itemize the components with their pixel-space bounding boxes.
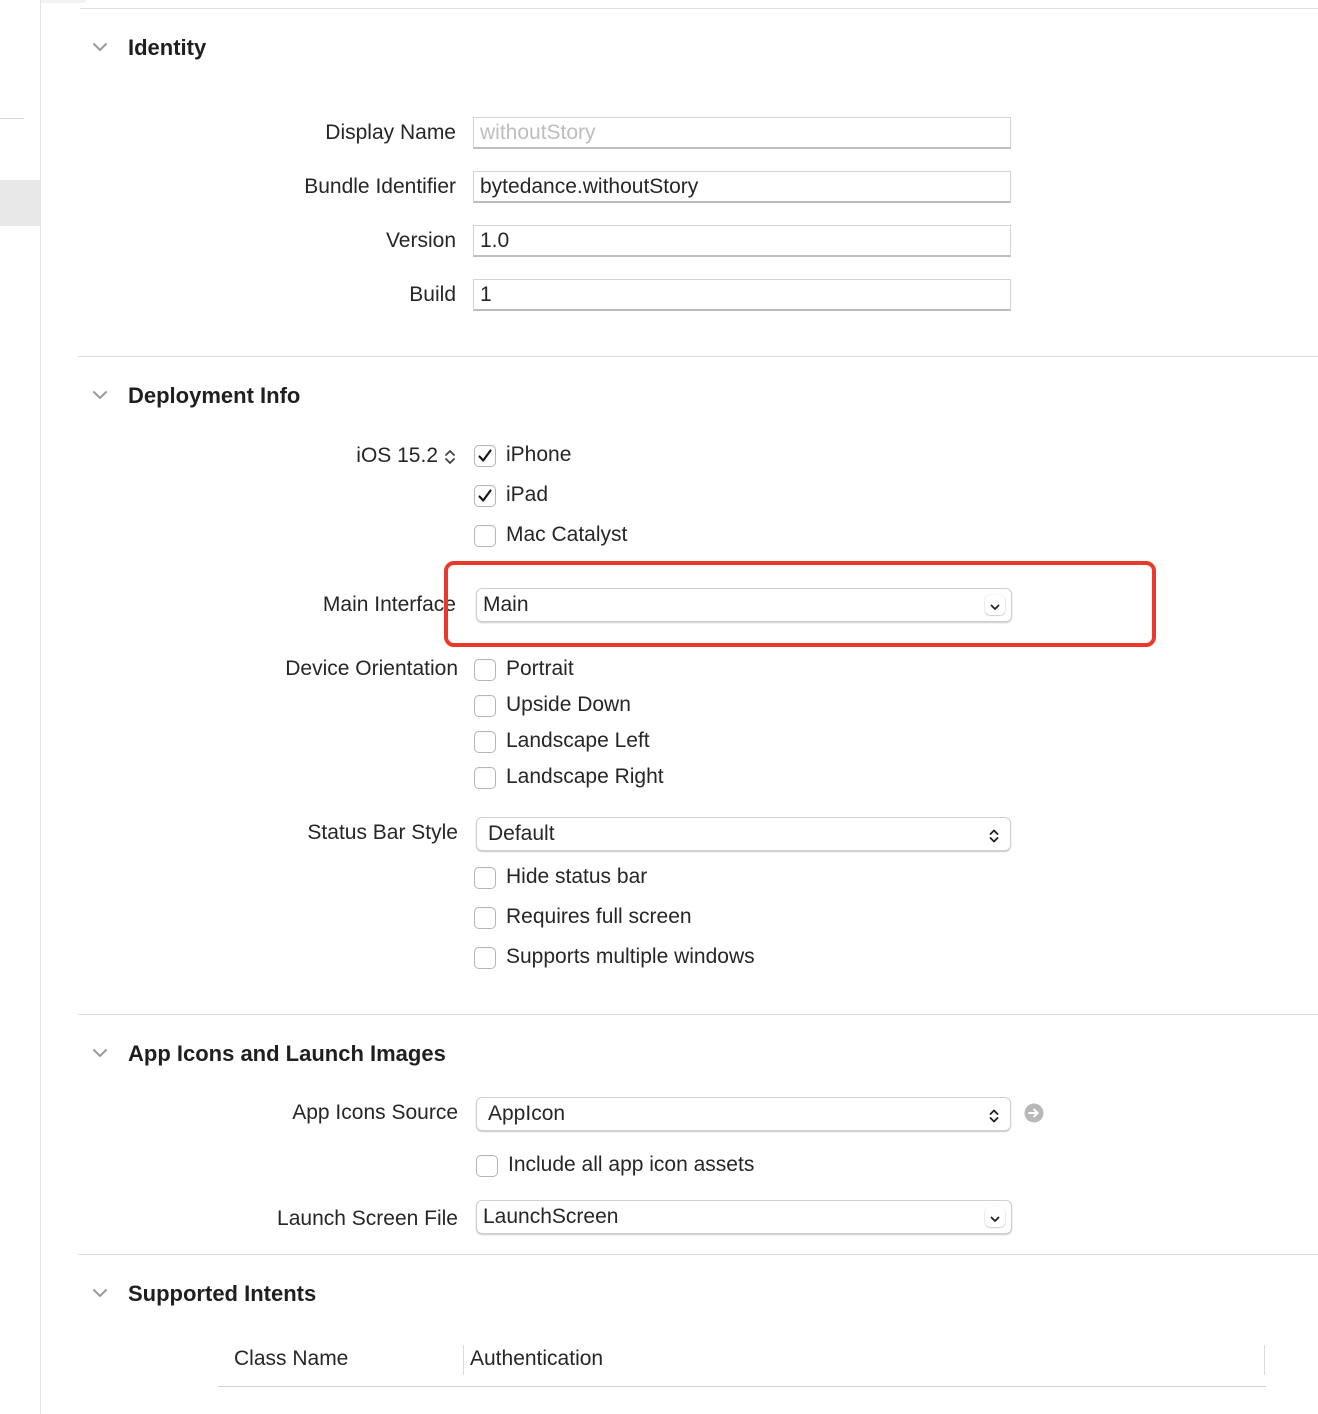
bundle-identifier-label: Bundle Identifier <box>304 175 456 198</box>
landscape-left-label[interactable]: Landscape Left <box>506 729 650 752</box>
app-icons-source-popup[interactable] <box>476 1097 1011 1131</box>
iphone-checkbox[interactable] <box>474 445 496 467</box>
device-orientation-label: Device Orientation <box>285 657 458 680</box>
hide-status-bar-checkbox[interactable] <box>474 867 496 889</box>
checkmark-icon <box>477 448 493 464</box>
status-bar-style-value: Default <box>488 822 555 845</box>
include-all-icons-checkbox[interactable] <box>476 1155 498 1177</box>
app-icons-source-value: AppIcon <box>488 1102 566 1125</box>
upside-down-checkbox[interactable] <box>474 695 496 717</box>
deployment-section-title: Deployment Info <box>128 383 301 408</box>
landscape-left-checkbox[interactable] <box>474 731 496 753</box>
main-interface-value: Main <box>483 593 529 616</box>
section-divider <box>78 1014 1318 1015</box>
bundle-identifier-field[interactable]: bytedance.withoutStory <box>473 171 1011 203</box>
hide-status-bar-label[interactable]: Hide status bar <box>506 865 648 888</box>
up-down-arrows-icon <box>444 448 456 471</box>
column-header-class-name[interactable]: Class Name <box>234 1347 349 1370</box>
top-divider <box>80 8 1318 9</box>
mac-catalyst-label[interactable]: Mac Catalyst <box>506 523 628 546</box>
app-icons-source-label: App Icons Source <box>292 1101 458 1124</box>
include-all-icons-label[interactable]: Include all app icon assets <box>508 1153 755 1176</box>
app-icons-section-title: App Icons and Launch Images <box>128 1041 446 1066</box>
launch-screen-file-label: Launch Screen File <box>277 1207 458 1230</box>
checkmark-icon <box>477 488 493 504</box>
display-name-field[interactable]: withoutStory <box>473 117 1011 149</box>
section-divider <box>78 1254 1318 1255</box>
identity-section-title: Identity <box>128 35 207 60</box>
version-field[interactable]: 1.0 <box>473 225 1011 257</box>
up-down-arrows-icon <box>984 824 1004 844</box>
intents-table-header <box>218 1342 1266 1388</box>
iphone-label[interactable]: iPhone <box>506 443 572 466</box>
main-interface-label: Main Interface <box>322 593 456 616</box>
up-down-arrows-icon <box>984 1104 1004 1124</box>
ios-version-popup[interactable] <box>300 443 458 471</box>
column-divider <box>463 1345 464 1375</box>
column-divider <box>1264 1345 1265 1375</box>
app-icons-disclosure-chevron-icon[interactable] <box>91 1044 109 1062</box>
identity-disclosure-chevron-icon[interactable] <box>91 38 109 56</box>
portrait-label[interactable]: Portrait <box>506 657 574 680</box>
landscape-right-checkbox[interactable] <box>474 767 496 789</box>
deployment-disclosure-chevron-icon[interactable] <box>91 386 109 404</box>
upside-down-label[interactable]: Upside Down <box>506 693 631 716</box>
table-header-bottom-border <box>218 1386 1266 1387</box>
status-bar-style-label: Status Bar Style <box>307 821 458 844</box>
display-name-label: Display Name <box>325 121 456 144</box>
chevron-down-icon[interactable] <box>985 1207 1005 1227</box>
sidebar-divider <box>0 118 24 119</box>
annotation-highlight-box <box>444 561 1156 647</box>
supports-multiple-windows-label[interactable]: Supports multiple windows <box>506 945 755 968</box>
sidebar-border <box>40 0 41 1414</box>
ios-version-label: iOS 15.2 <box>356 444 438 467</box>
section-divider <box>78 356 1318 357</box>
intents-section-title: Supported Intents <box>128 1281 317 1306</box>
status-bar-style-popup[interactable] <box>476 817 1011 851</box>
supports-multiple-windows-checkbox[interactable] <box>474 947 496 969</box>
requires-full-screen-checkbox[interactable] <box>474 907 496 929</box>
launch-screen-file-value: LaunchScreen <box>483 1205 619 1228</box>
landscape-right-label[interactable]: Landscape Right <box>506 765 664 788</box>
build-label: Build <box>409 283 456 306</box>
build-field[interactable]: 1 <box>473 279 1011 311</box>
launch-screen-file-combobox[interactable] <box>476 1200 1012 1234</box>
go-to-asset-arrow-icon[interactable] <box>1024 1103 1044 1128</box>
column-header-authentication[interactable]: Authentication <box>470 1347 604 1370</box>
intents-disclosure-chevron-icon[interactable] <box>91 1284 109 1302</box>
ipad-checkbox[interactable] <box>474 485 496 507</box>
ipad-label[interactable]: iPad <box>506 483 549 506</box>
portrait-checkbox[interactable] <box>474 659 496 681</box>
mac-catalyst-checkbox[interactable] <box>474 525 496 547</box>
version-label: Version <box>385 229 456 252</box>
sidebar-selected-row[interactable] <box>0 180 40 226</box>
requires-full-screen-label[interactable]: Requires full screen <box>506 905 692 928</box>
